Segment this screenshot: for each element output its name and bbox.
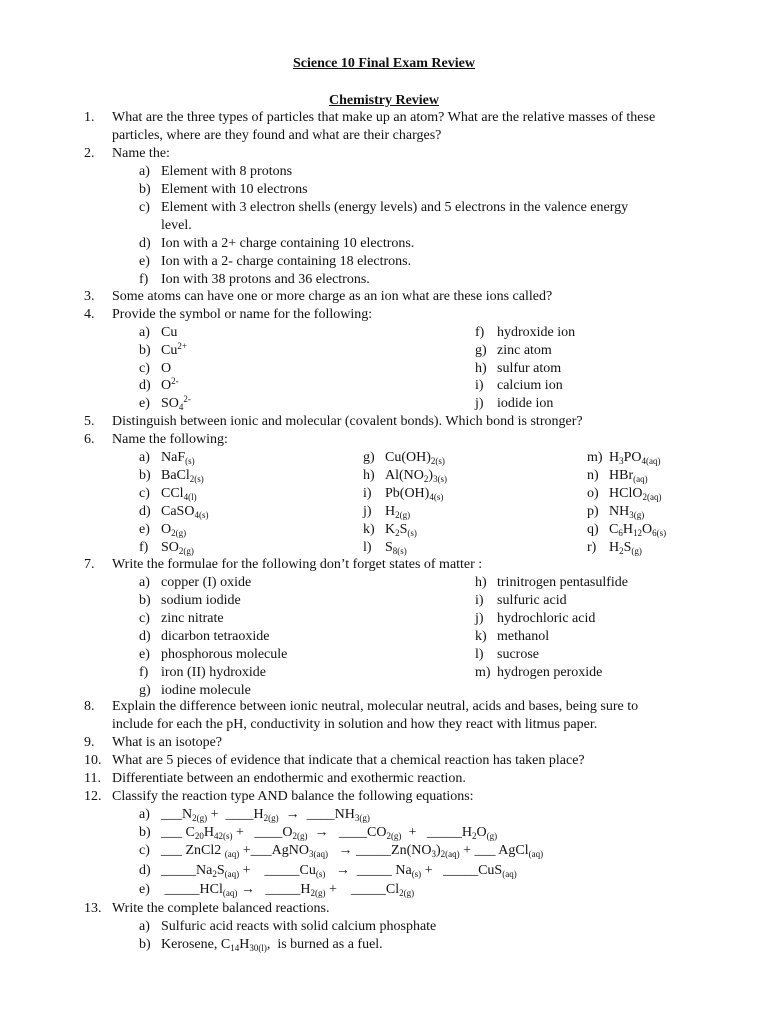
question-3: 3. Some atoms can have one or more charge as an ion what are these ions called? [84, 289, 553, 304]
list-item: i) $Pb(OH)_{4(s)}$ [363, 486, 444, 502]
list-item: a) Element with 8 protons [139, 164, 293, 179]
list-item: f) $SO_{2(g)}$ [139, 540, 194, 556]
question-12: 12. Classify the reaction type AND balance the following equations: [84, 789, 474, 804]
list-item: f) hydroxide ion [475, 325, 576, 340]
list-item: d) Ion with a 2+ charge containing 10 electrons. [139, 236, 415, 251]
question-4: 4. Provide the symbol or name for the following: [84, 307, 373, 322]
list-item: d) dicarbon tetraoxide [139, 629, 270, 644]
list-item: g) zinc atom [475, 343, 552, 358]
equation: a) $\_\_\_N_{2(g)}$ + $\_\_\_\_H_{2(g)}$ → $\_\_\_\_NH_{3(g)}$ [139, 807, 370, 823]
list-item: h) sulfur atom [475, 361, 562, 376]
section-title: Chemistry Review [328, 93, 440, 108]
list-item: l) $S_{8(s)}$ [363, 540, 407, 556]
list-item: b) $Cu^{2+}$ [139, 341, 187, 358]
page-title: Science 10 Final Exam Review [293, 56, 475, 71]
list-item: i) sulfuric acid [475, 593, 567, 608]
list-item: d) $O^{2-}$ [139, 376, 179, 393]
list-item: c) Element with 3 electron shells (energy levels) and 5 electrons in the valence energy [139, 200, 629, 215]
list-item: b) Element with 10 electrons [139, 182, 308, 197]
question-5: 5. Distinguish between ionic and molecular (covalent bonds). Which bond is stronger? [84, 414, 583, 429]
list-item: a) Cu [139, 325, 178, 340]
list-item: p) $NH_{3(g)}$ [587, 504, 645, 520]
question-8-cont: include for each the pH, conductivity in solution and how they react with litmus paper. [112, 717, 598, 732]
list-item: c) CCl$_{4(l)}$ [139, 486, 197, 502]
list-item: e) phosphorous molecule [139, 647, 288, 662]
list-item: f) Ion with 38 protons and 36 electrons. [139, 272, 370, 287]
list-item: h) $Al(NO_2)_{3(s)}$ [363, 468, 448, 484]
list-item: g) iodine molecule [139, 683, 251, 698]
question-11: 11. Differentiate between an endothermic and exothermic reaction. [84, 771, 466, 786]
question-13: 13. Write the complete balanced reactions. [84, 901, 330, 916]
list-item: e) $SO_4^{2-}$ [139, 394, 191, 412]
list-item: d) CaSO$_{4(s)}$ [139, 504, 209, 520]
list-item: j) iodide ion [475, 396, 554, 411]
list-item: m) hydrogen peroxide [475, 665, 603, 680]
list-item: level. [161, 218, 192, 233]
question-8: 8. Explain the difference between ionic neutral, molecular neutral, acids and bases, being sure to [84, 699, 639, 714]
list-item: c) O [139, 361, 172, 376]
list-item: b) BaCl$_{2(s)}$ [139, 468, 204, 484]
list-item: a) copper (I) oxide [139, 575, 252, 590]
list-item: o) HClO$_{2(aq)}$ [587, 486, 662, 502]
question-1-cont: particles, where are they found and what are their charges? [112, 128, 442, 143]
list-item: g) $Cu(OH)_{2(s)}$ [363, 450, 445, 466]
list-item: j) $H_{2(g)}$ [363, 504, 411, 520]
question-10: 10. What are 5 pieces of evidence that indicate that a chemical reaction has taken place? [84, 753, 585, 768]
list-item: a) Sulfuric acid reacts with solid calcium phosphate [139, 919, 437, 934]
list-item: h) trinitrogen pentasulfide [475, 575, 629, 590]
list-item: m) $H_3PO_{4(aq)}$ [587, 450, 661, 466]
list-item: e) Ion with a 2- charge containing 18 electrons. [139, 254, 412, 269]
list-item: a) NaF$_{(s)}$ [139, 450, 195, 466]
list-item: k) methanol [475, 629, 550, 644]
equation: d) $\_\_\_\_\_Na_2S_{(aq)}$ + $\_\_\_\_\_Cu_{(s)}$ → _____ $Na_{(s)}$ + _____CuS$_{(aq)}$ [139, 863, 517, 879]
list-item: f) iron (II) hydroxide [139, 665, 266, 680]
question-9: 9. What is an isotope? [84, 735, 223, 750]
question-2: 2. Name the: [84, 146, 170, 161]
list-item: e) $O_{2(g)}$ [139, 522, 187, 538]
list-item: r) $H_2S_{(g)}$ [587, 540, 642, 556]
list-item: l) sucrose [475, 647, 539, 662]
list-item: b) sodium iodide [139, 593, 241, 608]
list-item: b) Kerosene, $C_{14}H_{30(l)}$, is burned as a fuel. [139, 937, 383, 953]
list-item: c) zinc nitrate [139, 611, 224, 626]
equation: e) _____HCl$_{(aq)}$ → $\_\_\_\_\_H_{2(g)}$ + $\_\_\_\_\_Cl_{2(g)}$ [139, 882, 415, 898]
list-item: n) HBr$_{(aq)}$ [587, 468, 648, 484]
list-item: q) $C_6H_{12}O_{6(s)}$ [587, 522, 667, 538]
question-7: 7. Write the formulae for the following don’t forget states of matter : [84, 557, 483, 572]
list-item: i) calcium ion [475, 378, 563, 393]
question-1: 1. What are the three types of particles that make up an atom? What are the relative masses of these [84, 110, 656, 125]
list-item: k) $K_2S_{(s)}$ [363, 522, 417, 538]
list-item: j) hydrochloric acid [475, 611, 596, 626]
equation: b) ___ $C_{20}H_{42(s)}$ + $\_\_\_\_O_{2(g)}$ → $\_\_\_\_CO_{2(g)}$ + $\_\_\_\_\_H_2O_{(g)}$ [139, 825, 498, 841]
equation: c) ___ ZnCl2 $_{(aq)}$ +___AgNO$_{3(aq)}$ → $\_\_\_\_\_Zn(NO_3)_{2(aq)}$ + ___ AgCl$_{(aq)}$ [139, 843, 544, 859]
question-6: 6. Name the following: [84, 432, 228, 447]
